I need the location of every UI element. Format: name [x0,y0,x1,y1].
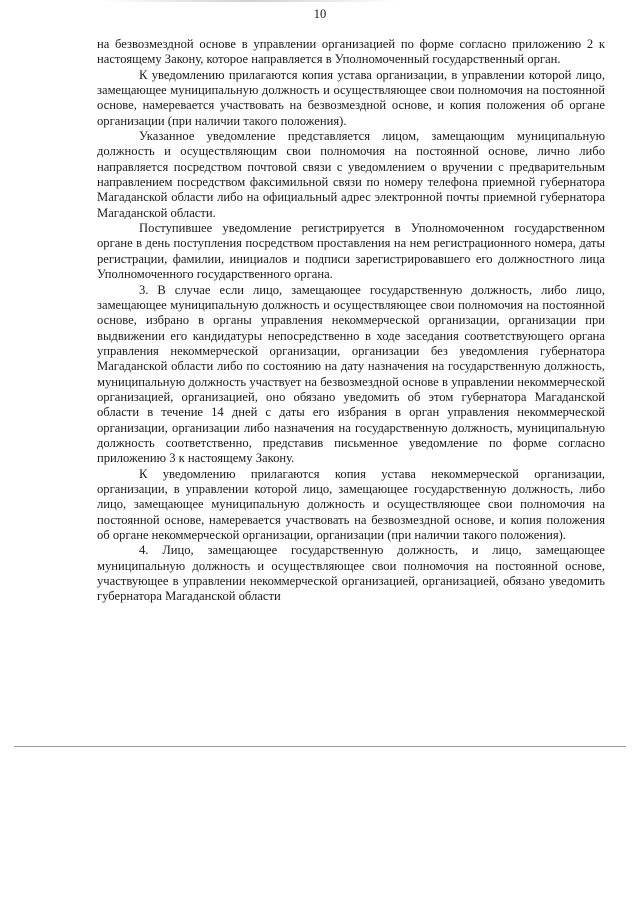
document-body [97,37,605,605]
paragraph-clause-4: 4. Лицо, замещающее государственную должность, и лицо, замещающее муниципальную должность и осуществляющее свои полномочия на постоянной основе, участвующее в управлении некоммерческой организацией, организацией, обязано уведомить губернатора Магаданской области [97,543,605,604]
bottom-rule [14,746,626,747]
paragraph-attachments: К уведомлению прилагаются копия устава организации, в управлении которой лицо, замещающее муниципальную должность и осуществляющее свои полномочия на постоянной основе, намеревается участвовать на безвозмездной основе, и копия положения об органе организации (при наличии такого положения). [97,67,605,128]
paragraph-clause-3: 3. В случае если лицо, замещающее государственную должность, либо лицо, замещающее муниципальную должность и осуществляющее свои полномочия на постоянной основе, избрано в органы управления некоммерческой организации, организации при выдвижении его кандидатуры непосредственно в ходе заседания соответствующего органа управления некоммерческой организации, организации без уведомления губернатора Магаданской области либо по состоянию на дату назначения на государственную должность, муниципальную должность участвует на безвозмездной основе в управлении некоммерческой организацией, организацией, оно обязано уведомить об этом губернатора Магаданской области в течение 14 дней с даты его избрания в орган управления некоммерческой организации, организации либо назначения на государственную должность, муниципальную должность соответственно, представив письменное уведомление по форме согласно приложению 3 к настоящему Закону. [97,282,605,466]
paragraph-continuation: на безвозмездной основе в управлении организацией по форме согласно приложению 2 к настоящему Закону, которое направляется в Уполномоченный государственный орган. [97,37,605,67]
scan-artifact-line [100,0,400,2]
paragraph-clause-3-attachments: К уведомлению прилагаются копия устава некоммерческой организации, организации, в управлении которой лицо, замещающее государственную должность, либо лицо, замещающее муниципальную должность и осуществляющее свои полномочия на постоянной основе, намеревается участвовать на безвозмездной основе, и копия положения об органе некоммерческой организации, организации (при наличии такого положения). [97,466,605,542]
paragraph-registration: Поступившее уведомление регистрируется в Уполномоченном государственном органе в день поступления посредством проставления на нем регистрационного номера, даты регистрации, фамилии, инициалов и подписи зарегистрировавшего его должностного лица Уполномоченного государственного органа. [97,221,605,282]
paragraph-submission: Указанное уведомление представляется лицом, замещающим муниципальную должность и осуществляющим свои полномочия на постоянной основе, лично либо направляется посредством почтовой связи с уведомлением о вручении с предварительным направлением посредством факсимильной связи по номеру телефона приемной губернатора Магаданской области либо на официальный адрес электронной почты приемной губернатора Магаданской области. [97,129,605,220]
page-number: 10 [313,7,327,21]
